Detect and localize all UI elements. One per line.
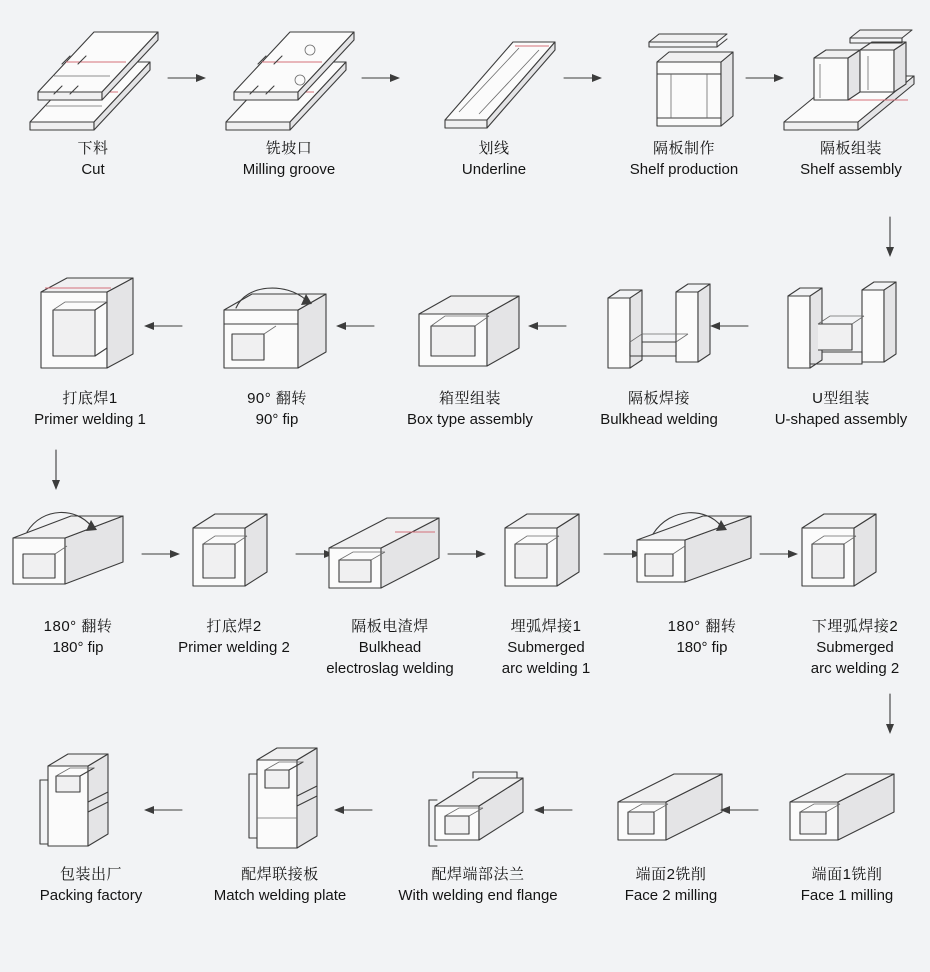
flow-step-cut	[0, 14, 186, 180]
step-label-en: Packing factory	[39, 887, 143, 904]
arrow-left-icon	[528, 320, 568, 332]
flow-row-1	[0, 14, 930, 180]
submerged-arc-welding-1-icon	[471, 492, 621, 612]
flow-step-milling-groove	[186, 14, 392, 180]
step-label-en: Bulkhead welding	[600, 411, 718, 428]
flow-step-submerged-arc-welding-1	[468, 492, 624, 679]
step-label-en: Primer welding 1	[34, 411, 146, 428]
step-label-en: Shelf production	[629, 161, 739, 178]
flow-step-label	[187, 388, 367, 430]
step-label-cn: 铣坡口	[265, 140, 313, 157]
step-label-en: 180° fip	[676, 639, 728, 656]
flow-step-label	[199, 138, 379, 180]
bulkhead-assembly-icon	[776, 14, 926, 134]
step-label-en: 180° fip	[52, 639, 104, 656]
step-label-en: Face 1 milling	[800, 887, 894, 904]
flow-step-label	[1, 864, 181, 906]
flow-step-flip-90	[180, 264, 374, 430]
step-label-cn: 打底焊2	[206, 618, 262, 635]
step-label-cn: U型组装	[812, 390, 870, 407]
flow-step-label	[404, 138, 584, 180]
step-label-en: Milling groove	[242, 161, 336, 178]
flow-row-4	[0, 740, 930, 906]
flow-step-label	[0, 388, 180, 430]
electroslag-welding-icon	[315, 492, 465, 612]
box-flip-90-icon	[202, 264, 352, 384]
arrow-left-icon	[144, 804, 184, 816]
box-primer-welding-1-icon	[15, 264, 165, 384]
flow-step-label	[757, 864, 930, 906]
step-label-en: 90° fip	[255, 411, 299, 428]
face-1-milling-icon	[772, 740, 922, 860]
flow-step-box-type-assembly	[374, 264, 566, 430]
plates-milling-groove-icon	[214, 14, 364, 134]
flow-step-label	[388, 864, 568, 906]
step-label-en: Cut	[81, 161, 105, 178]
flow-step-u-shaped-assembly	[752, 264, 930, 430]
flow-step-electroslag-welding	[312, 492, 468, 679]
step-label-en: U-shaped assembly	[774, 411, 908, 428]
arrow-left-icon	[710, 320, 750, 332]
plate-underline-marking-icon	[419, 14, 569, 134]
face-2-milling-icon	[596, 740, 746, 860]
flow-step-label	[0, 616, 168, 658]
flow-step-submerged-arc-welding-2	[780, 492, 930, 679]
step-label-en: With welding end flange	[398, 887, 558, 904]
arrow-left-icon	[720, 804, 760, 816]
flow-step-flip-180-a	[0, 492, 156, 679]
flow-step-label	[190, 864, 370, 906]
step-label-cn: 180° 翻转	[667, 618, 737, 635]
flow-step-label	[569, 388, 749, 430]
step-label-en: Submerged arc welding 2	[810, 639, 900, 677]
step-label-en: Primer welding 2	[178, 639, 290, 656]
step-label-en: Submerged arc welding 1	[501, 639, 591, 677]
arrow-left-icon	[334, 804, 374, 816]
flow-row-3	[0, 492, 930, 679]
step-label-cn: 包装出厂	[59, 866, 122, 883]
welding-end-flange-icon	[403, 740, 553, 860]
flow-step-label	[380, 388, 560, 430]
flow-step-label	[456, 616, 636, 679]
flow-step-label	[761, 138, 930, 180]
step-label-cn: 隔板组装	[819, 140, 882, 157]
box-type-assembly-icon	[395, 264, 545, 384]
step-label-cn: 配焊联接板	[241, 866, 319, 883]
step-label-en: Bulkhead electroslag welding	[326, 639, 454, 677]
flow-step-bulkhead-welding	[566, 264, 752, 430]
flow-step-label	[581, 864, 761, 906]
flow-step-face-2-milling	[578, 740, 764, 906]
flow-step-label	[300, 616, 480, 679]
step-label-en: Match welding plate	[213, 887, 347, 904]
step-label-cn: 180° 翻转	[43, 618, 113, 635]
arrow-left-icon	[336, 320, 376, 332]
step-label-cn: 打底焊1	[62, 390, 118, 407]
flow-step-label	[3, 138, 183, 180]
flow-step-welding-end-flange	[378, 740, 578, 906]
step-label-cn: 端面2铣削	[635, 866, 707, 883]
flow-row-2	[0, 264, 930, 430]
step-label-cn: 隔板焊接	[627, 390, 690, 407]
flow-step-primer-welding-1	[0, 264, 180, 430]
flow-step-primer-welding-2	[156, 492, 312, 679]
box-flip-180-a-icon	[3, 492, 153, 612]
step-label-cn: 箱型组装	[438, 390, 501, 407]
flow-step-shelf-production	[596, 14, 772, 180]
steel-plates-cut-icon	[18, 14, 168, 134]
packing-factory-icon	[16, 740, 166, 860]
step-label-cn: 划线	[478, 140, 510, 157]
step-label-cn: 配焊端部法兰	[431, 866, 525, 883]
box-flip-180-b-icon	[627, 492, 777, 612]
flow-step-shelf-assembly	[772, 14, 930, 180]
submerged-arc-welding-2-icon	[780, 492, 930, 612]
step-label-cn: 下埋弧焊接2	[811, 618, 899, 635]
u-shaped-assembly-icon	[766, 264, 916, 384]
flow-step-label	[144, 616, 324, 658]
step-label-en: Box type assembly	[407, 411, 533, 428]
arrow-down-icon	[883, 215, 897, 257]
step-label-cn: 端面1铣削	[811, 866, 883, 883]
flow-step-label	[594, 138, 774, 180]
arrow-down-icon	[49, 448, 63, 490]
match-welding-plate-icon	[205, 740, 355, 860]
step-label-en: Shelf assembly	[800, 161, 902, 178]
step-label-cn: 埋弧焊接1	[510, 618, 582, 635]
flow-step-match-welding-plate	[182, 740, 378, 906]
arrow-left-icon	[144, 320, 184, 332]
flow-step-face-1-milling	[764, 740, 930, 906]
flow-step-underline	[392, 14, 596, 180]
flow-step-label	[765, 616, 930, 679]
flow-step-label	[751, 388, 930, 430]
step-label-en: Face 2 milling	[624, 887, 718, 904]
flow-step-packing-factory	[0, 740, 182, 906]
step-label-cn: 90° 翻转	[247, 390, 307, 407]
arrow-down-icon	[883, 692, 897, 734]
arrow-left-icon	[534, 804, 574, 816]
step-label-cn: 下料	[77, 140, 109, 157]
flow-step-flip-180-b	[624, 492, 780, 679]
step-label-cn: 隔板电渣焊	[351, 618, 429, 635]
step-label-cn: 隔板制作	[652, 140, 715, 157]
step-label-en: Underline	[461, 161, 527, 178]
box-primer-welding-2-icon	[159, 492, 309, 612]
bulkhead-production-icon	[609, 14, 759, 134]
